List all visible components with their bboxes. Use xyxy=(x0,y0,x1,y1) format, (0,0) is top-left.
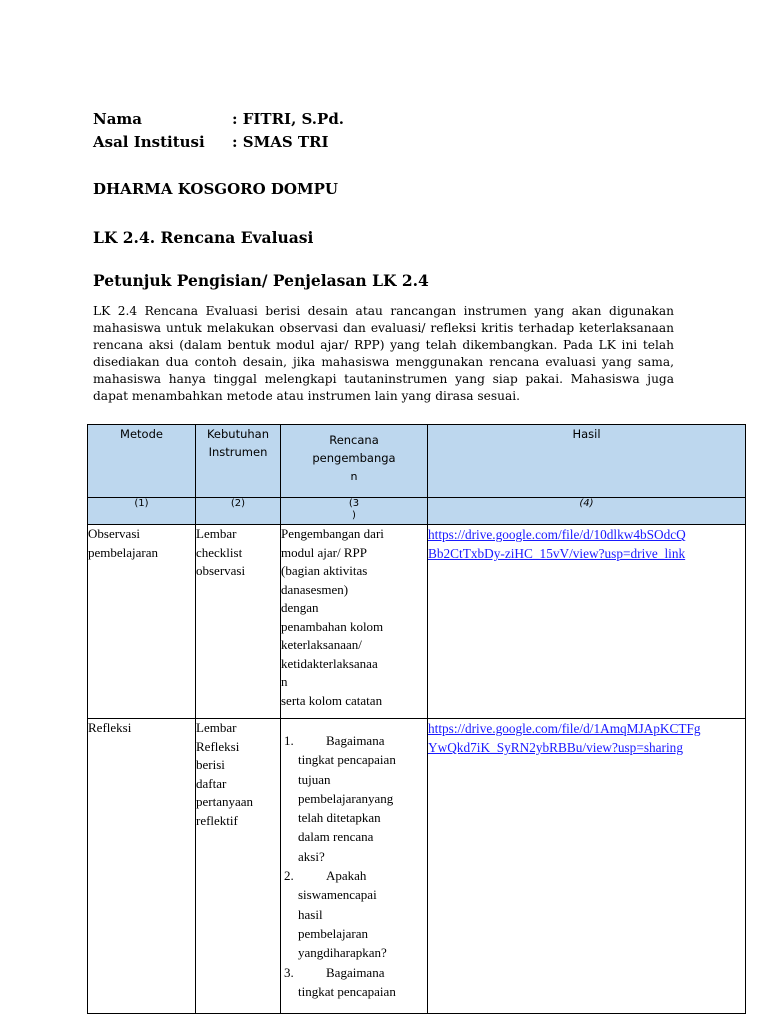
intro-paragraph: LK 2.4 Rencana Evaluasi berisi desain atau rancangan instrumen yang akan digunakan mahasiswa untuk melakukan observasi dan evaluasi/ refleksi kritis terhadap keterlaksanaan rencana aksi (dalam bentuk modul ajar/ RPP) yang telah dikembangkan. Pada LK ini telah disediakan dua contoh desain, jika mahasiswa menggunakan rencana evaluasi yang sama, mahasiswa hanya tinggal melengkapi tautaninstrumen yang siap pakai. Mahasiswa juga dapat menambahkan metode atau instrumen lain yang dirasa sesuai. xyxy=(93,304,674,403)
header-rencana: Rencana pengembanga n xyxy=(281,425,428,498)
number-2: (2) xyxy=(196,498,281,525)
institution-label: Asal Institusi xyxy=(93,133,205,151)
name-value: : FITRI, S.Pd. xyxy=(232,110,345,128)
row1-hasil-link[interactable]: https://drive.google.com/file/d/10dlkw4bSOdcQ Bb2CtTxbDy-ziHC_15vV/view?usp=drive_link xyxy=(428,525,746,719)
reflection-question-list xyxy=(281,731,427,1001)
row1-metode: Observasi pembelajaran xyxy=(88,525,196,719)
institution-value: : SMAS TRI xyxy=(232,133,329,151)
number-1: (1) xyxy=(88,498,196,525)
guide-title: Petunjuk Pengisian/ Penjelasan LK 2.4 xyxy=(93,271,429,290)
header-metode: Metode xyxy=(88,425,196,498)
row1-kebutuhan: Lembar checklist observasi xyxy=(196,525,281,719)
header-hasil: Hasil xyxy=(428,425,746,498)
institution-continuation: DHARMA KOSGORO DOMPU xyxy=(93,180,338,198)
table-row xyxy=(88,525,746,719)
row1-rencana: Pengembangan dari modul ajar/ RPP (bagian aktivitas danasesmen) dengan penambahan kolom keterlaksanaan/ ketidakterlaksanaa n serta kolom catatan xyxy=(281,525,428,719)
evaluation-table xyxy=(87,424,746,1014)
list-item: 2. Apakah siswamencapai hasil pembelajaran yangdiharapkan? xyxy=(284,868,387,961)
name-label: Nama xyxy=(93,110,143,128)
table-header-row xyxy=(88,425,746,498)
table-number-row xyxy=(88,498,746,525)
header-kebutuhan: Kebutuhan Instrumen xyxy=(196,425,281,498)
row2-rencana xyxy=(281,719,428,1014)
section-title: LK 2.4. Rencana Evaluasi xyxy=(93,228,314,247)
number-4: (4) xyxy=(428,498,746,525)
table-row xyxy=(88,719,746,1014)
list-item: 3. Bagaimana tingkat pencapaian xyxy=(284,964,396,999)
row2-kebutuhan: Lembar Refleksi berisi daftar pertanyaan reflektif xyxy=(196,719,281,1014)
row2-hasil-link[interactable]: https://drive.google.com/file/d/1AmqMJApKCTFg YwQkd7iK_SyRN2ybRBBu/view?usp=sharing xyxy=(428,719,746,1014)
row2-metode: Refleksi xyxy=(88,719,196,1014)
list-item: 1. Bagaimana tingkat pencapaian tujuan pembelajaranyang telah ditetapkan dalam rencana aksi? xyxy=(284,733,396,864)
number-3: (3 ) xyxy=(281,498,428,525)
